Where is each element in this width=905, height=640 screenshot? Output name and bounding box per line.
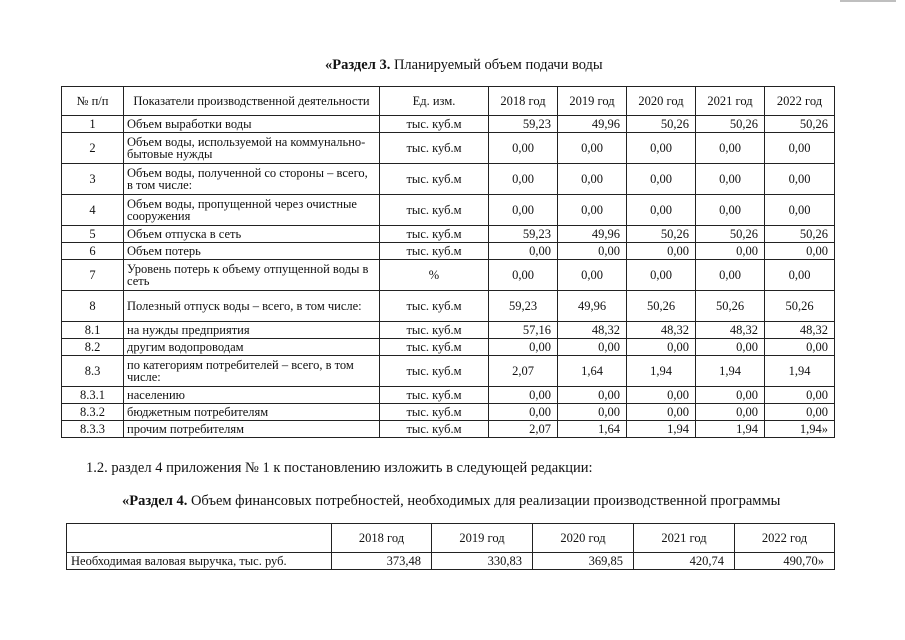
value-cell: 0,00 [765,195,835,226]
value-cell: 0,00 [489,195,558,226]
value-cell: 0,00 [558,243,627,260]
indicator-name: Объем потерь [124,243,380,260]
table-row [62,164,835,195]
value-cell: 1,94» [765,421,835,438]
indicator-name: бюджетным потребителям [124,404,380,421]
value-cell: 50,26 [696,291,765,322]
table-row [62,339,835,356]
value-cell: 50,26 [696,116,765,133]
value-cell: 50,26 [627,291,696,322]
table-row [62,243,835,260]
section-4-title [122,493,780,510]
unit-cell: тыс. куб.м [380,243,489,260]
value-cell: 48,32 [696,322,765,339]
value-cell: 0,00 [696,387,765,404]
header-cell [67,524,332,553]
value-cell: 0,00 [627,164,696,195]
table-row [67,553,835,570]
value-cell: 49,96 [558,116,627,133]
value-cell: 59,23 [489,291,558,322]
value-cell: 0,00 [627,133,696,164]
value-cell: 48,32 [765,322,835,339]
header-cell: 2020 год [533,524,634,553]
indicator-name: населению [124,387,380,404]
unit-cell: тыс. куб.м [380,404,489,421]
table-row [62,195,835,226]
row-number: 8.3 [62,356,124,387]
indicator-name: Уровень потерь к объему отпущенной воды в сеть [124,260,380,291]
table-row [62,116,835,133]
header-cell: 2019 год [432,524,533,553]
table-header-row [62,87,835,116]
row-number: 8 [62,291,124,322]
row-number: 6 [62,243,124,260]
value-cell: 0,00 [489,133,558,164]
value-cell: 0,00 [696,260,765,291]
indicator-name: Объем выработки воды [124,116,380,133]
value-cell: 0,00 [627,339,696,356]
value-cell: 50,26 [627,226,696,243]
value-cell: 0,00 [558,260,627,291]
value-cell: 1,94 [765,356,835,387]
row-number: 5 [62,226,124,243]
value-cell: 1,94 [696,356,765,387]
unit-cell: тыс. куб.м [380,116,489,133]
value-cell: 0,00 [765,243,835,260]
value-cell: 0,00 [558,339,627,356]
unit-cell: тыс. куб.м [380,133,489,164]
row-number: 7 [62,260,124,291]
header-cell: 2019 год [558,87,627,116]
value-cell: 48,32 [627,322,696,339]
header-cell: 2020 год [627,87,696,116]
value-cell: 0,00 [627,195,696,226]
value-cell: 50,26 [765,226,835,243]
scan-edge-line [840,0,896,2]
header-cell: 2022 год [735,524,835,553]
row-number: 8.2 [62,339,124,356]
indicator-name: другим водопроводам [124,339,380,356]
header-cell: 2021 год [696,87,765,116]
table-row [62,404,835,421]
value-cell: 0,00 [696,195,765,226]
indicator-name: Объем отпуска в сеть [124,226,380,243]
table-row [62,356,835,387]
value-cell: 0,00 [558,387,627,404]
value-cell: 0,00 [765,404,835,421]
table-row [62,260,835,291]
value-cell: 1,94 [696,421,765,438]
header-cell: Показатели производственной деятельности [124,87,380,116]
value-cell: 1,94 [627,356,696,387]
value-cell: 0,00 [765,260,835,291]
row-number: 8.3.1 [62,387,124,404]
value-cell: 50,26 [765,116,835,133]
header-cell: 2021 год [634,524,735,553]
value-cell: 0,00 [489,164,558,195]
row-number: 4 [62,195,124,226]
water-supply-table [61,86,835,438]
indicator-name: Объем воды, пропущенной через очистные сооружения [124,195,380,226]
value-cell: 0,00 [558,404,627,421]
unit-cell: тыс. куб.м [380,195,489,226]
indicator-name: прочим потребителям [124,421,380,438]
value-cell: 50,26 [696,226,765,243]
value-cell: 0,00 [489,260,558,291]
value-cell: 0,00 [558,195,627,226]
value-cell: 0,00 [627,260,696,291]
value-cell: 0,00 [489,404,558,421]
table-header-row [67,524,835,553]
table-row [62,322,835,339]
value-cell: 330,83 [432,553,533,570]
table-row [62,133,835,164]
row-number: 8.3.3 [62,421,124,438]
header-cell: 2022 год [765,87,835,116]
value-cell: 59,23 [489,116,558,133]
value-cell: 0,00 [696,339,765,356]
section-3-title-text: Планируемый объем подачи воды [390,57,603,73]
row-number: 3 [62,164,124,195]
section-4-title-prefix: «Раздел 4. [122,493,188,509]
table-row [62,226,835,243]
table-row [62,291,835,322]
value-cell: 0,00 [627,404,696,421]
paragraph-1-2: 1.2. раздел 4 приложения № 1 к постановлению изложить в следующей редакции: [86,460,593,476]
unit-cell: тыс. куб.м [380,164,489,195]
value-cell: 0,00 [765,387,835,404]
unit-cell: тыс. куб.м [380,387,489,404]
value-cell: 0,00 [765,164,835,195]
table-row [62,421,835,438]
value-cell: 1,64 [558,356,627,387]
indicator-name: Полезный отпуск воды – всего, в том числе: [124,291,380,322]
value-cell: 59,23 [489,226,558,243]
row-number: 2 [62,133,124,164]
value-cell: 57,16 [489,322,558,339]
value-cell: 0,00 [696,133,765,164]
unit-cell: тыс. куб.м [380,291,489,322]
table-row [62,387,835,404]
unit-cell: тыс. куб.м [380,322,489,339]
section-3-title [325,57,603,74]
value-cell: 0,00 [696,404,765,421]
value-cell: 0,00 [627,387,696,404]
value-cell: 2,07 [489,356,558,387]
value-cell: 0,00 [765,133,835,164]
value-cell: 373,48 [332,553,432,570]
value-cell: 369,85 [533,553,634,570]
value-cell: 0,00 [489,387,558,404]
section-4-title-text: Объем финансовых потребностей, необходимых для реализации производственной программы [187,493,781,509]
header-cell: № п/п [62,87,124,116]
indicator-name: Объем воды, полученной со стороны – всего, в том числе: [124,164,380,195]
header-cell: 2018 год [332,524,432,553]
indicator-name: по категориям потребителей – всего, в том числе: [124,356,380,387]
unit-cell: тыс. куб.м [380,226,489,243]
value-cell: 2,07 [489,421,558,438]
value-cell: 0,00 [696,243,765,260]
indicator-name: Необходимая валовая выручка, тыс. руб. [67,553,332,570]
header-cell: 2018 год [489,87,558,116]
value-cell: 0,00 [765,339,835,356]
value-cell: 50,26 [765,291,835,322]
unit-cell: % [380,260,489,291]
value-cell: 50,26 [627,116,696,133]
value-cell: 1,64 [558,421,627,438]
value-cell: 48,32 [558,322,627,339]
value-cell: 49,96 [558,226,627,243]
value-cell: 49,96 [558,291,627,322]
value-cell: 0,00 [558,164,627,195]
unit-cell: тыс. куб.м [380,356,489,387]
row-number: 1 [62,116,124,133]
value-cell: 1,94 [627,421,696,438]
indicator-name: на нужды предприятия [124,322,380,339]
row-number: 8.1 [62,322,124,339]
value-cell: 0,00 [558,133,627,164]
unit-cell: тыс. куб.м [380,421,489,438]
value-cell: 0,00 [489,243,558,260]
header-cell: Ед. изм. [380,87,489,116]
row-number: 8.3.2 [62,404,124,421]
indicator-name: Объем воды, используемой на коммунально-бытовые нужды [124,133,380,164]
value-cell: 0,00 [696,164,765,195]
section-3-title-prefix: «Раздел 3. [325,57,391,73]
value-cell: 0,00 [489,339,558,356]
value-cell: 490,70» [735,553,835,570]
financial-needs-table [66,523,835,570]
unit-cell: тыс. куб.м [380,339,489,356]
value-cell: 420,74 [634,553,735,570]
value-cell: 0,00 [627,243,696,260]
